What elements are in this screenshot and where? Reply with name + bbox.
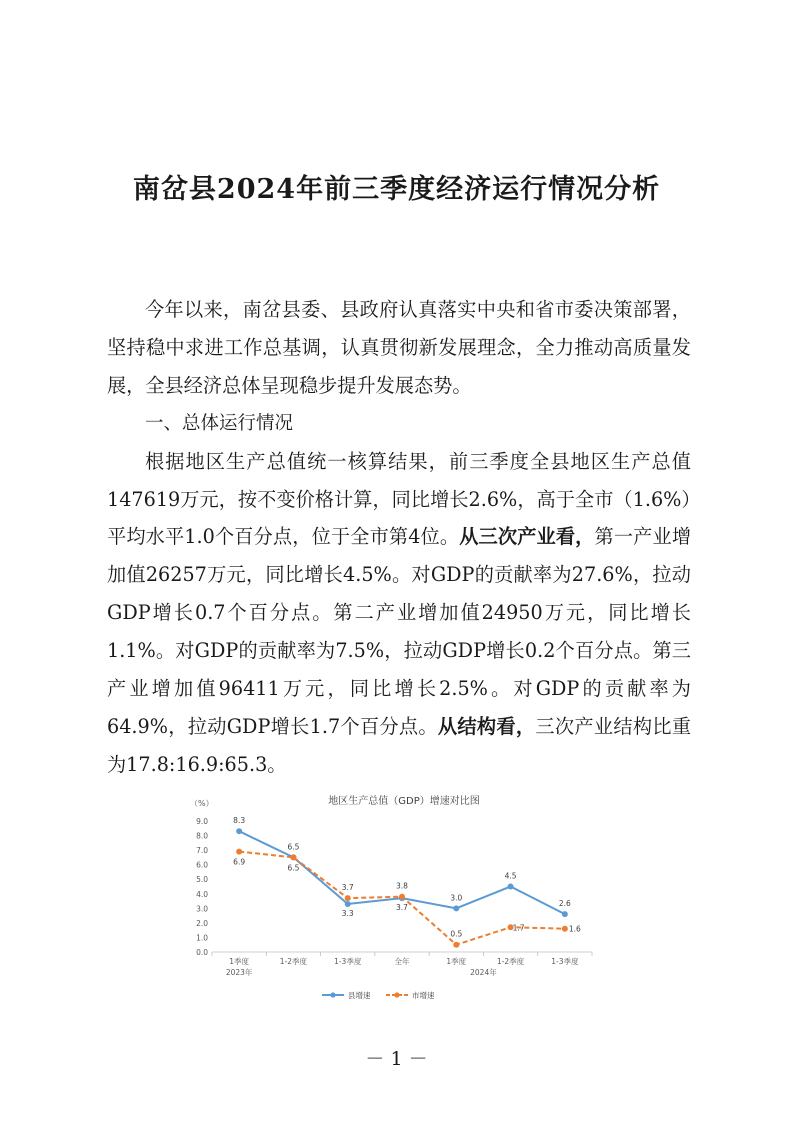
- county-data-label: 3.0: [450, 893, 463, 903]
- county-data-label: 2.6: [558, 899, 571, 909]
- y-tick-label: 3.0: [196, 904, 208, 914]
- city-data-point: [236, 849, 242, 855]
- y-tick-label: 7.0: [196, 846, 208, 856]
- county-data-label: 8.3: [233, 816, 246, 826]
- y-tick-label: 1.0: [196, 933, 208, 943]
- city-data-label: 3.8: [396, 881, 408, 891]
- legend-county: 县增速: [348, 991, 371, 1000]
- city-data-label: 1.6: [568, 924, 581, 934]
- y-tick-label: 4.0: [196, 889, 208, 899]
- city-data-label: 3.7: [341, 883, 354, 893]
- county-data-point: [236, 828, 242, 834]
- city-data-point: [399, 894, 405, 900]
- x-tick-label: 1-2季度: [279, 957, 308, 966]
- document-title: 南岔县2024年前三季度经济运行情况分析: [132, 174, 661, 205]
- city-data-point: [453, 942, 459, 948]
- chart-title: 地区生产总值（GDP）增速对比图: [328, 796, 480, 807]
- emphasis-structure: 从结构看，: [437, 714, 536, 738]
- y-tick-label: 5.0: [196, 875, 208, 885]
- county-data-label: 3.7: [396, 903, 408, 913]
- page-number: － 1 －: [365, 1048, 428, 1070]
- county-data-label: 4.5: [504, 871, 517, 881]
- y-axis-label: （%）: [190, 799, 214, 808]
- county-data-label: 6.5: [287, 863, 300, 873]
- y-tick-label: 6.0: [196, 860, 208, 870]
- city-data-label: 6.5: [287, 842, 300, 852]
- year-group-label: 2023年: [225, 968, 253, 977]
- section-heading: 一、总体运行情况: [145, 412, 294, 434]
- x-tick-label: 全年: [394, 957, 410, 966]
- paragraph-text: 第一产业增加值26257万元，同比增长4.5%。对GDP的贡献率为27.6%，拉动GDP增长0.7个百分点。第二产业增加值24950万元，同比增长1.1%。对GDP的贡献率为7.5%，拉动GDP增长0.2个百分点。第三产业增加值96411万元，同比增长2.5%。对GDP的贡献率为64.9%，拉动GDP增长1.7个百分点。: [107, 525, 692, 738]
- county-data-point: [345, 901, 351, 907]
- document-body: [107, 291, 691, 784]
- y-tick-label: 8.0: [196, 831, 208, 841]
- legend-city: 市增速: [412, 991, 435, 1000]
- county-data-label: 3.3: [341, 908, 354, 918]
- city-data-label: 1.7: [512, 923, 525, 933]
- y-tick-label: 9.0: [196, 817, 208, 826]
- x-tick-label: 1季度: [229, 957, 250, 966]
- city-data-point: [290, 854, 296, 860]
- intro-paragraph: 今年以来，南岔县委、县政府认真落实中央和省市委决策部署，坚持稳中求进工作总基调，认真贯彻新发展理念，全力推动高质量发展，全县经济总体呈现稳步提升发展态势。: [107, 298, 691, 397]
- city-data-label: 0.5: [450, 929, 463, 939]
- x-tick-label: 1-3季度: [334, 957, 362, 966]
- county-data-point: [453, 905, 459, 911]
- county-data-point: [562, 911, 568, 917]
- year-group-label: 2024年: [470, 968, 497, 977]
- paragraph-text: 三次产业结构比重为17.8:16.9:65.3。: [107, 714, 692, 776]
- chart-svg: [182, 790, 602, 1008]
- legend-marker: [330, 992, 335, 997]
- emphasis-industry: 从三次产业看，: [459, 525, 595, 549]
- x-tick-label: 1-2季度: [496, 957, 525, 966]
- legend-marker: [394, 992, 399, 997]
- gdp-growth-chart: [182, 790, 602, 1008]
- city-data-point: [562, 926, 568, 932]
- overview-paragraph: [107, 443, 691, 784]
- y-tick-label: 2.0: [196, 918, 208, 928]
- x-tick-label: 1-3季度: [551, 957, 579, 966]
- x-tick-label: 1季度: [446, 957, 467, 966]
- paragraph-text: 根据地区生产总值统一核算结果，前三季度全县地区生产总值147619万元，按不变价格计算，同比增长2.6%，高于全市（1.6%）平均水平1.0个百分点，位于全市第4位。: [107, 449, 691, 549]
- city-data-label: 6.9: [233, 857, 246, 867]
- city-data-point: [345, 895, 351, 901]
- y-tick-label: 0.0: [196, 948, 208, 957]
- county-data-point: [508, 884, 514, 890]
